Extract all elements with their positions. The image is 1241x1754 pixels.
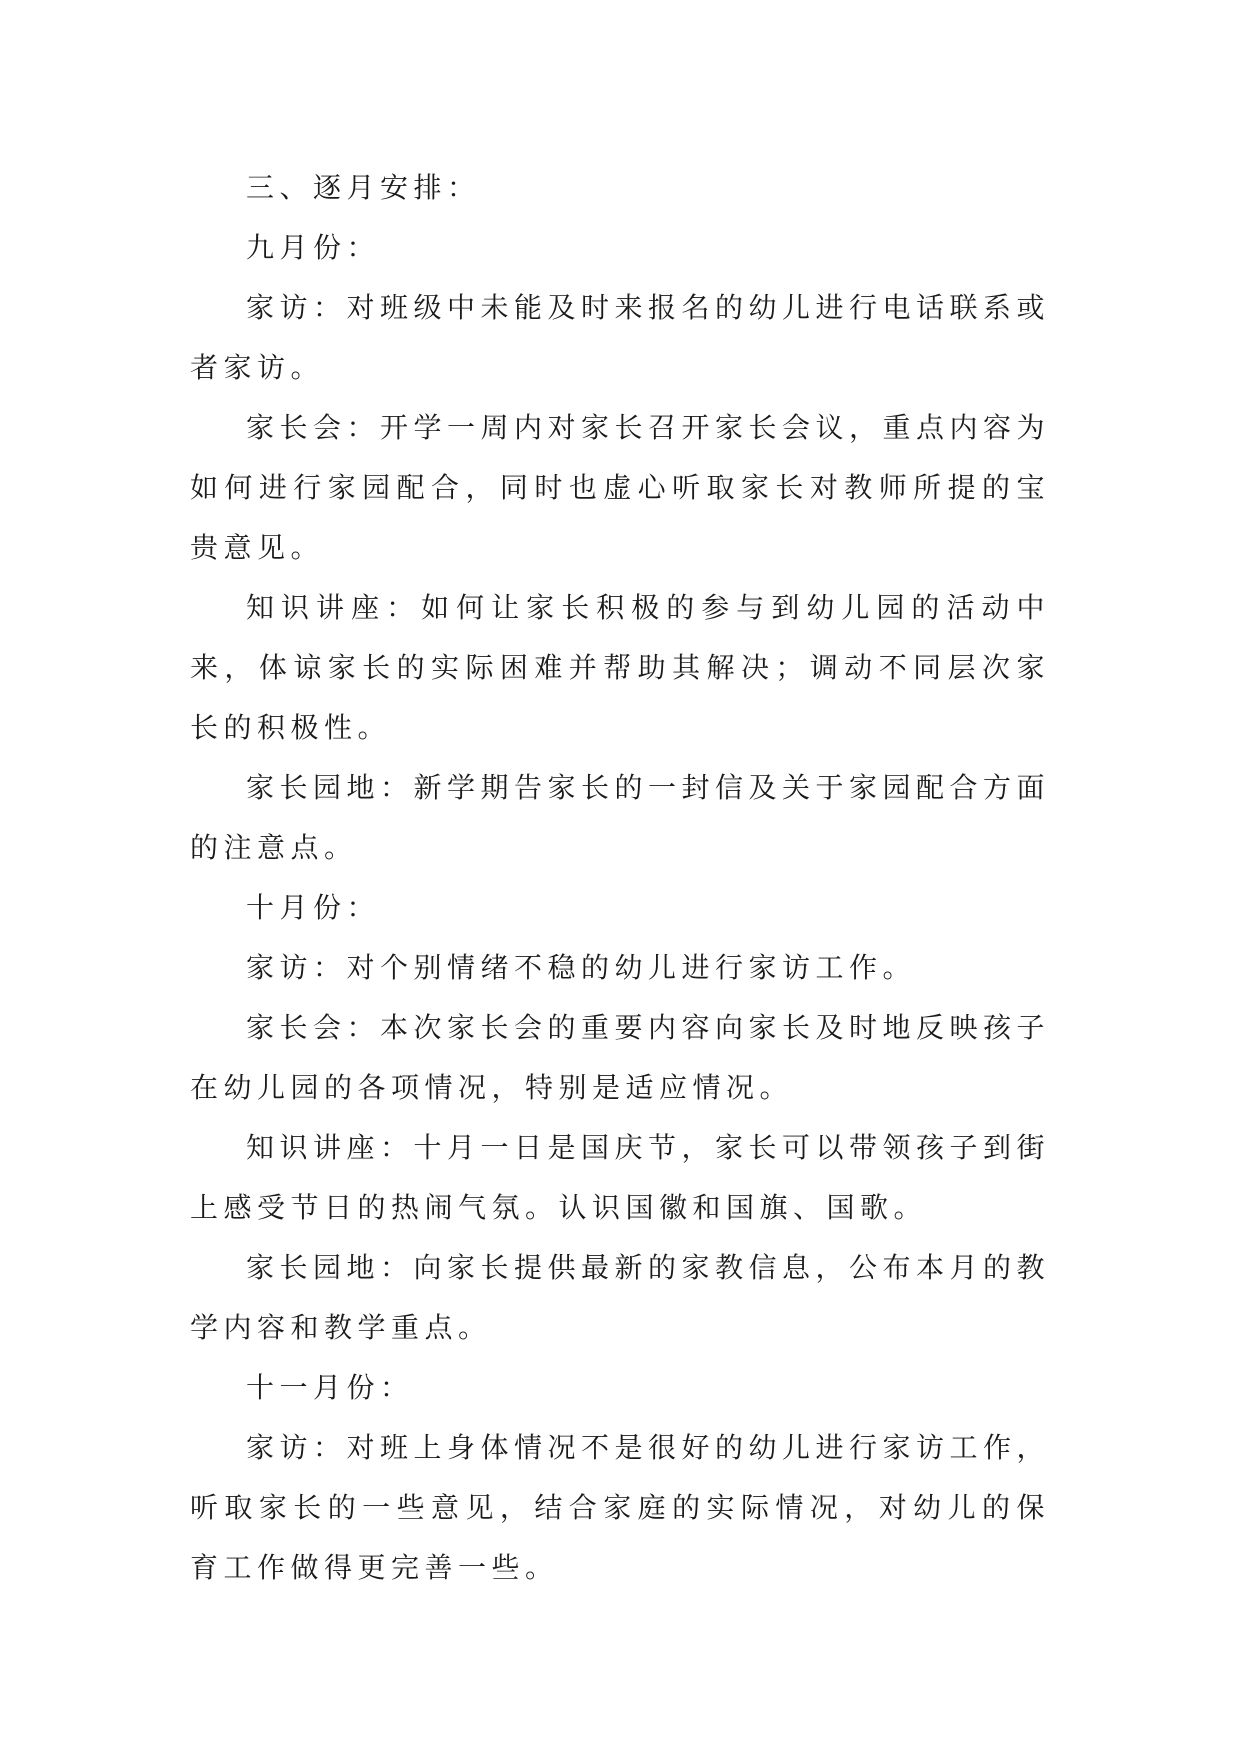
paragraph-parent-corner-september: 家长园地：新学期告家长的一封信及关于家园配合方面的注意点。 (190, 771, 1051, 864)
paragraph-lecture-september: 知识讲座：如何让家长积极的参与到幼儿园的活动中来，体谅家长的实际困难并帮助其解决；调动不同层次家长的积极性。 (190, 591, 1050, 744)
paragraph-parent-meeting-october: 家长会：本次家长会的重要内容向家长及时地反映孩子在幼儿园的各项情况，特别是适应情况。 (190, 1011, 1051, 1104)
paragraph-home-visit-october: 家访：对个别情绪不稳的幼儿进行家访工作。 (246, 951, 917, 984)
month-heading-october: 十月份： (246, 891, 381, 924)
document-body (190, 158, 1050, 1598)
section-heading: 三、逐月安排： (246, 171, 481, 204)
paragraph-home-visit-september: 家访：对班级中未能及时来报名的幼儿进行电话联系或者家访。 (190, 291, 1051, 384)
month-heading-september: 九月份： (246, 231, 381, 264)
paragraph-parent-meeting-september: 家长会：开学一周内对家长召开家长会议，重点内容为如何进行家园配合，同时也虚心听取家长对教师所提的宝贵意见。 (190, 411, 1051, 564)
paragraph-parent-corner-october: 家长园地：向家长提供最新的家教信息，公布本月的教学内容和教学重点。 (190, 1251, 1051, 1344)
month-heading-november: 十一月份： (246, 1371, 414, 1404)
paragraph-lecture-october: 知识讲座：十月一日是国庆节，家长可以带领孩子到街上感受节日的热闹气氛。认识国徽和国旗、国歌。 (190, 1131, 1051, 1224)
paragraph-home-visit-november: 家访：对班上身体情况不是很好的幼儿进行家访工作，听取家长的一些意见，结合家庭的实际情况，对幼儿的保育工作做得更完善一些。 (190, 1431, 1051, 1584)
